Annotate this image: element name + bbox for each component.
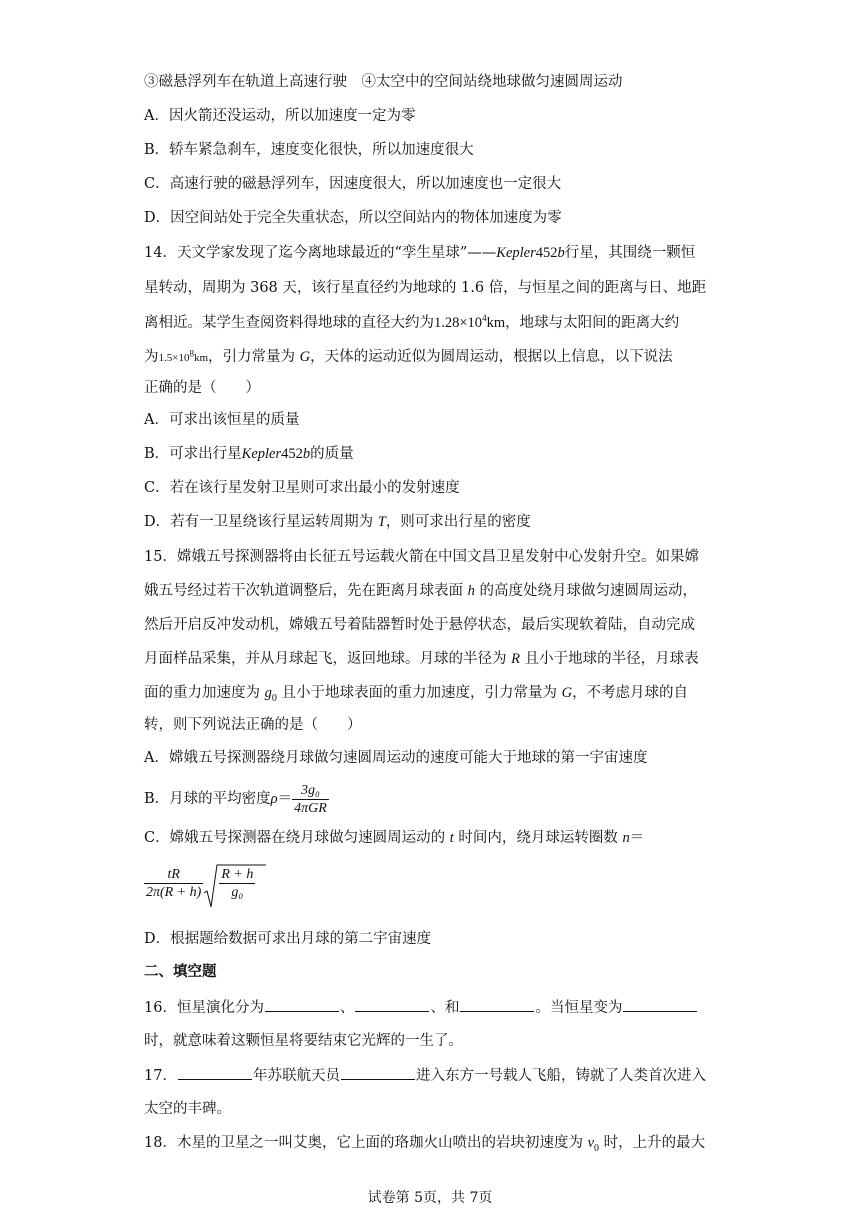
earth-diameter-unit: km [486,315,506,331]
q15-text: 且小于地球表面的重力加速度，引力常量为 [276,685,562,701]
symbol-t-period: T [377,514,386,530]
q14-text: 为 [144,349,159,365]
q15-option-a: A．嫦娥五号探测器绕月球做匀速圆周运动的速度可能大于地球的第一宇宙速度 [144,750,648,766]
q15-text: C．嫦娥五号探测器在绕月球做匀速圆周运动的 [144,830,450,846]
sqrt-expression [203,863,255,901]
kepler-suffix: b [557,245,565,261]
q17-text: 进入东方一号载人飞船，铸就了人类首次进入 [415,1068,706,1084]
page-footer: 试卷第 5页，共 7页 [367,1190,493,1206]
equals-sign: ＝ [277,791,293,807]
q15-line-3: 然后开启反冲发动机，嫦娥五号着陆器暂时处于悬停状态，最后实现软着陆，自动完成 [144,617,695,633]
q17-text: 17． [144,1068,177,1084]
q16-line-2: 时，就意味着这颗恒星将要结束它光辉的一生了。 [144,1033,463,1049]
q13-option-a: A．因火箭还没运动，所以加速度一定为零 [144,108,416,124]
q15-text: 时间内，绕月球运转圈数 [453,830,623,846]
q14-text: 行星，其围绕一颗恒 [564,245,696,261]
kepler-number: 452 [535,245,558,261]
q14-line-5: 正确的是（ ） [144,380,260,396]
q17-text: 年苏联航天员 [252,1068,340,1084]
q14-line-2: 星转动，周期为 368 天，该行星直径约为地球的 1.6 倍，与恒星之间的距离与日、地距 [144,280,707,296]
density-numerator: 3g₀ [292,782,329,800]
orbit-numerator: tR [144,866,203,884]
orbit-denominator: 2π(R + h) [146,885,202,900]
q16-text: 。当恒星变为 [535,1000,623,1016]
q15-text: 且小于地球的半径，月球表 [519,651,699,667]
kepler-number: 452 [281,446,303,462]
q16-line-1 [144,997,698,1018]
answer-blank[interactable] [265,997,339,1012]
symbol-rho: ρ [270,791,278,807]
q16-text: 16．恒星演化分为 [144,1000,264,1016]
symbol-g: G [299,349,311,365]
q13-option-d: D．因空间站处于完全失重状态，所以空间站内的物体加速度为零 [144,210,562,226]
q17-line-2: 太空的丰碑。 [144,1101,231,1117]
distance-base: 1.5×10 [158,352,190,364]
q14-text: 14．天文学家发现了迄今离地球最近的“孪生星球”—— [144,245,497,261]
symbol-g0-subscript: 0 [271,692,277,704]
q14-text: ，地球与太阳间的距离大约 [505,315,680,331]
orbit-count-formula [144,862,255,914]
q15-text: 月面样品采集，并从月球起飞，返回地球。月球的半径为 [144,651,512,667]
q14-line-1 [144,243,695,263]
symbol-h: h [467,583,475,599]
kepler-name: Kepler [496,245,536,261]
q13-option-b: B．轿车紧急刹车，速度变化很快，所以加速度很大 [144,142,474,158]
q15-text: ，不考虑月球的自 [572,685,689,701]
q18-text: 18．木星的卫星之一叫艾奥，它上面的珞珈火山喷出的岩块初速度为 [144,1135,588,1151]
distance-exponent: 8 [189,348,194,359]
sqrt-numerator: R + h [221,866,254,882]
q14-text: D．若有一卫星绕该行星运转周期为 [144,514,378,530]
distance-unit: km [193,352,209,364]
q14-text: ，则可求出行星的密度 [385,514,531,530]
kepler-suffix: b [302,446,311,462]
q14-line-3 [144,313,679,333]
density-fraction [292,782,329,817]
q14-text: 的质量 [310,446,354,462]
q16-text: 、和 [430,1000,460,1016]
earth-diameter-exponent: 4 [482,313,487,324]
symbol-g: G [561,685,573,701]
q15-text: 面的重力加速度为 [144,685,265,701]
q18-line-1 [144,1133,705,1159]
q15-line-6: 转，则下列说法正确的是（ ） [144,717,362,733]
q15-line-4 [144,649,699,669]
q15-line-5 [144,683,688,709]
q15-line-1: 15．嫦娥五号探测器将由长征五号运载火箭在中国文昌卫星发射中心发射升空。如果嫦 [144,549,699,565]
earth-sun-distance [158,348,209,364]
section-fill-in-blank: 二、填空题 [144,963,217,980]
symbol-g0: g [264,685,272,701]
q15-text: 的高度处绕月球做匀速圆周运动， [474,583,697,599]
symbol-n: n [622,830,630,846]
q14-option-c: C．若在该行星发射卫星则可求出最小的发射速度 [144,480,460,496]
density-denominator: 4πGR [294,800,327,816]
q14-text: ，天体的运动近似为圆周运动，根据以上信息，以下说法 [310,349,673,365]
q16-text: 、 [339,1000,355,1016]
q14-text: 离相近。某学生查阅资料得地球的直径大约为 [144,315,434,331]
q15-option-d: D．根据题给数据可求出月球的第二宇宙速度 [144,931,432,947]
answer-blank[interactable] [341,1065,415,1080]
answer-blank[interactable] [355,997,429,1012]
earth-diameter-base: 1.28×10 [434,315,483,331]
symbol-t: t [449,830,454,846]
q14-text: B．可求出行星 [144,446,242,462]
q13-scenes: ③磁悬浮列车在轨道上高速行驶 ④太空中的空间站绕地球做匀速圆周运动 [144,74,623,90]
q18-text: 时，上升的最大 [599,1135,706,1151]
symbol-v0: v [587,1135,594,1151]
kepler-name: Kepler [241,446,282,462]
q14-line-4 [144,347,673,368]
q17-line-1 [144,1065,706,1086]
q14-option-a: A．可求出该恒星的质量 [144,412,300,428]
orbit-fraction [144,866,203,901]
q14-option-b [144,444,354,464]
equals-sign: ＝ [629,830,645,846]
symbol-v0-subscript: 0 [594,1142,599,1154]
answer-blank[interactable] [460,997,534,1012]
q15-option-c [144,828,644,848]
q14-option-d [144,512,531,532]
q13-option-c: C．高速行驶的磁悬浮列车，因速度很大，所以加速度也一定很大 [144,176,562,192]
answer-blank[interactable] [623,997,697,1012]
q15-option-b [144,777,329,821]
symbol-r: R [511,651,520,667]
sqrt-sign-icon [203,863,267,909]
q14-text: ，引力常量为 [208,349,300,365]
q15-text: 娥五号经过若干次轨道调整后，先在距离月球表面 [144,583,468,599]
sqrt-denominator: g₀ [231,884,244,900]
q15-line-2 [144,581,697,601]
earth-diameter [434,315,505,331]
q15-text: B．月球的平均密度 [144,791,271,807]
answer-blank[interactable] [178,1065,252,1080]
